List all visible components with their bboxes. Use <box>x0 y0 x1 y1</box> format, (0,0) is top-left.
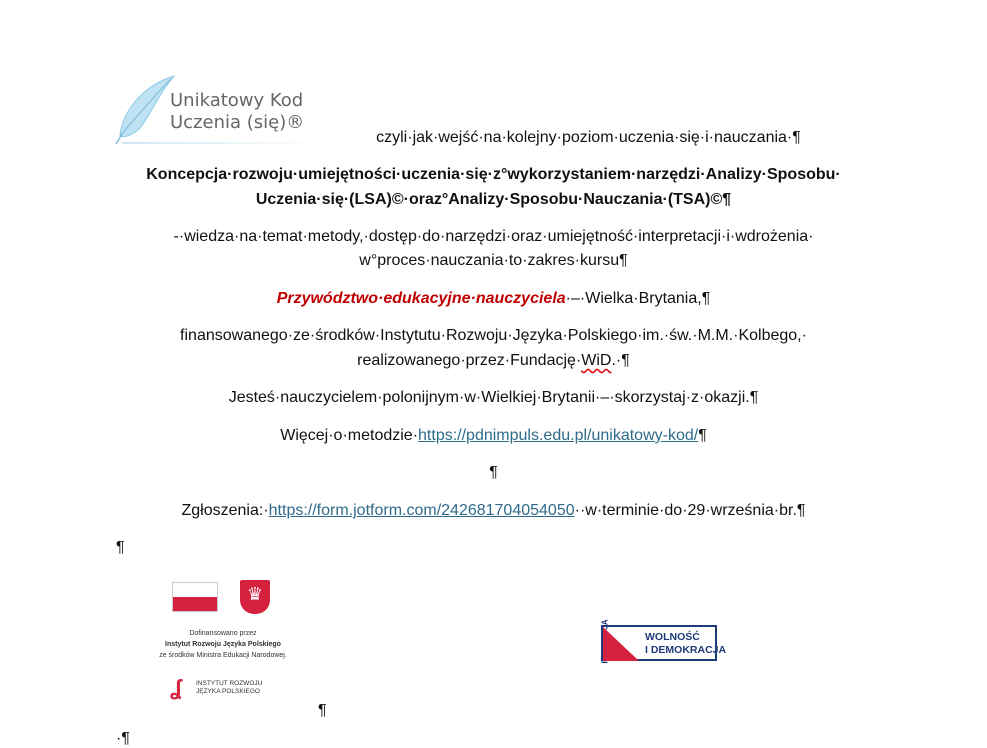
irjp-mark-icon: ʆ <box>170 675 182 700</box>
polish-flag-icon <box>172 582 218 612</box>
irjp-line-2: JĘZYKA POLSKIEGO <box>196 688 260 695</box>
funder-line-3: ze środków Ministra Edukacji Narodowej. <box>159 652 287 659</box>
knowledge-line-1: -·wiedza·na·temat·metody,·dostęp·do·narzędzi·oraz·umiejętność·interpretacji·i·wdrożenia· <box>173 228 814 245</box>
polish-eagle-icon: ♛ <box>240 580 270 614</box>
logo-line-2: Uczenia (się)® <box>170 112 305 133</box>
program-line <box>0 290 987 308</box>
wid-line-2: I DEMOKRACJA <box>645 644 727 656</box>
irjp-text <box>196 680 262 696</box>
wid-logo-box <box>601 625 727 661</box>
funded-line-2 <box>0 352 987 370</box>
wid-logo-text <box>645 631 726 657</box>
method-link[interactable]: https://pdnimpuls.edu.pl/unikatowy-kod/ <box>418 427 699 444</box>
signup-line <box>0 502 987 520</box>
more-pre: Więcej·o·metodzie· <box>280 427 419 444</box>
irjp-line-1: INSTYTUT ROZWOJU <box>196 680 263 687</box>
irjp-logo <box>170 676 280 702</box>
more-post: ¶ <box>698 427 707 444</box>
empty-paragraph-left: ¶ <box>116 539 125 556</box>
more-line <box>0 427 987 445</box>
empty-paragraph: ¶ <box>489 464 498 481</box>
funder-line-1: Dofinansowano przez <box>189 630 257 637</box>
funded-pre: realizowanego·przez·Fundację· <box>357 352 582 369</box>
signup-post: ··w·terminie·do·29·września·br.¶ <box>574 502 806 519</box>
teacher-line: Jesteś·nauczycielem·polonijnym·w·Wielkiej·Brytanii·–·skorzystaj·z·okazji.¶ <box>228 389 759 406</box>
wid-line-1: WOLNOŚĆ <box>645 631 700 643</box>
wid-vertical-text: FUNDACJA <box>600 619 610 664</box>
funded-post: .·¶ <box>611 352 630 369</box>
wid-triangle-icon <box>603 627 639 661</box>
wid-word: WiD <box>581 352 612 369</box>
signup-link[interactable]: https://form.jotform.com/242681704054050 <box>268 502 575 519</box>
title-line-1: Koncepcja·rozwoju·umiejętności·uczenia·się·z°wykorzystaniem·narzędzi·Analizy·Sposobu· <box>146 166 841 183</box>
signup-pre: Zgłoszenia:· <box>181 502 269 519</box>
funder-logo-block <box>148 580 298 710</box>
funder-pilcrow: ¶ <box>318 702 327 719</box>
final-paragraph-mark: ·¶ <box>116 730 130 747</box>
subtitle: czyli·jak·wejść·na·kolejny·poziom·uczenia·się·i·nauczania·¶ <box>376 129 801 146</box>
program-rest: ·–·Wielka·Brytania,¶ <box>565 290 711 307</box>
title-line-2: Uczenia·się·(LSA)©·oraz°Analizy·Sposobu·Nauczania·(TSA)©¶ <box>255 191 732 208</box>
funder-line-2: Instytut Rozwoju Języka Polskiego <box>165 641 281 648</box>
knowledge-line-2: w°proces·nauczania·to·zakres·kursu¶ <box>359 252 628 269</box>
program-name: Przywództwo·edukacyjne·nauczyciela <box>276 290 566 307</box>
wid-foundation-logo <box>589 619 727 664</box>
funded-line-1: finansowanego·ze·środków·Instytutu·Rozwoju·Języka·Polskiego·im.·św.·M.M.·Kolbego,· <box>180 327 807 344</box>
logo-line-1: Unikatowy Kod <box>170 90 304 111</box>
